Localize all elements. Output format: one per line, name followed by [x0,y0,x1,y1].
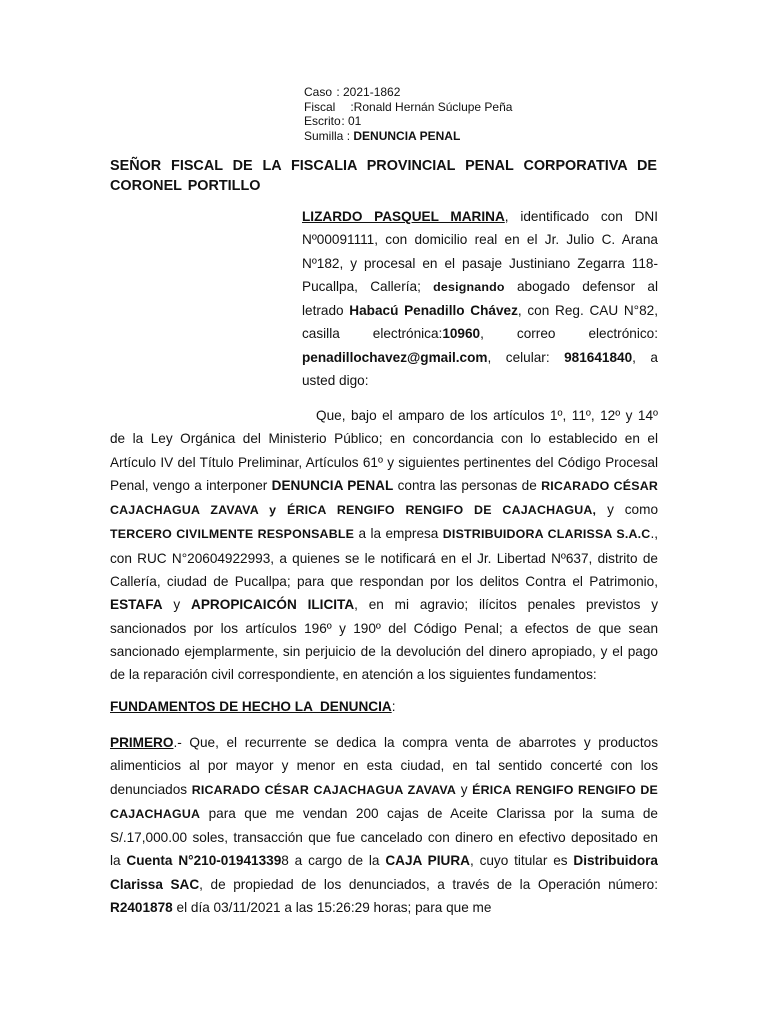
intro-text-5: , celular: [487,349,565,365]
lawyer-phone: 981641840 [564,349,633,365]
accused-names: RICARADO CÉSAR CAJACHAGUA ZAVAVA y ÉRICA RENGIFO RENGIFO DE CAJACHAGUA, [110,478,659,518]
intro-text-4: , correo electrónico: [480,326,658,342]
section-title-text: FUNDAMENTOS DE HECHO LA DENUNCIA [110,699,392,714]
fiscal-value: :Ronald Hernán Súclupe Peña [350,99,513,114]
primero-text-4: 8 a cargo de la [281,853,386,869]
accused-name-1: RICARADO CÉSAR CAJACHAGUA ZAVAVA [191,782,457,797]
fiscal-row [304,100,512,115]
main-text-3: y como [596,502,659,518]
primero-text-5: , cuyo titular es [469,853,574,869]
account-number: Cuenta N°210-01941339 [126,853,282,869]
primero-paragraph [110,731,666,919]
primero-text-1: .- Que, el recurrente se dedica la compra venta de abarrotes y productos alimenticios al por mayor y menor en esta ciudad, en tal sentido concerté con los denunciados [110,735,658,797]
denuncia-penal-text: DENUNCIA PENAL [271,477,394,493]
intro-text-1: , identificado con DNI Nº00091111, con domicilio real en el Jr. Julio C. Arana Nº182, y procesal en el pasaje Justiniano Zegarra 118-Pucallpa, Callería; [302,209,658,294]
plaintiff-name: LIZARDO PASQUEL MARINA [302,209,505,224]
main-paragraph [110,404,658,687]
sumilla-value: DENUNCIA PENAL [353,128,461,143]
sumilla-sep: : [343,128,354,143]
estafa-text: ESTAFA [110,597,163,613]
intro-text-3: , con Reg. CAU N°82, casilla electrónica: [302,303,659,342]
intro-text-2: abogado defensor al letrado [302,278,659,319]
main-text-4: a la empresa [354,526,443,542]
sumilla-label: Sumilla [304,128,344,143]
lawyer-email: penadillochavez@gmail.com [302,349,488,365]
designando-text: designando [433,279,505,294]
company-name: DISTRIBUIDORA CLARISSA S.A.C [442,527,651,542]
case-header [304,85,512,143]
escrito-value: : 01 [341,114,362,128]
primero-text-2: y [456,781,473,797]
main-text-6: y [162,597,192,613]
intro-paragraph [302,205,658,392]
sumilla-row [304,129,512,144]
primero-label: PRIMERO [110,735,174,750]
primero-text-3: para que me vendan 200 cajas de Aceite Clarissa por la suma de S/.17,000.00 soles, transacción que fue cancelado con dinero en efectivo depositado en la [110,805,666,869]
main-text-7: , en mi agravio; ilícitos penales previstos y sancionados por los artículos 196º y 190º del Código Penal; a efectos de que sean sancionado ejemplarmente, sin perjuicio de la devolución del dinero apropiado, y el pago de la reparación civil correspondiente, en atención a los siguientes fundamentos: [110,597,658,683]
fiscal-label: Fiscal [304,99,336,114]
lawyer-name: Habacú Penadillo Chávez [349,303,518,319]
section-title-colon: : [391,699,396,714]
caso-value: : 2021-1862 [336,85,401,99]
section-title [110,697,395,717]
accused-name-2: ÉRICA RENGIFO RENGIFO DE CAJACHAGUA [110,782,659,821]
caso-row [304,85,512,100]
main-text-2: contra las personas de [393,477,542,493]
bank-name: CAJA PIURA [385,853,470,869]
main-text-5: ., con RUC N°20604922993, a quienes se le notificará en el Jr. Libertad Nº637, distrito de Callería, ciudad de Pucallpa; para que respondan por los delitos Contra el Patrimonio, [110,526,658,590]
account-holder: Distribuidora Clarissa SAC [110,853,658,892]
escrito-row [304,114,512,129]
apropiacion-text: APROPICAICÓN ILICITA [191,597,355,613]
primero-text-6: , de propiedad de los denunciados, a través de la Operación número: [199,876,658,892]
intro-text-6: , a usted digo: [302,349,658,389]
addressee-heading: SEÑOR FISCAL DE LA FISCALIA PROVINCIAL PENAL CORPORATIVA DE CORONEL PORTILLO [110,158,657,194]
operation-number: R2401878 [110,900,173,916]
escrito-label: Escrito [304,114,341,128]
tercero-responsable-text: TERCERO CIVILMENTE RESPONSABLE [110,527,355,542]
main-text-1: Que, bajo el amparo de los artículos 1º, 11º, 12º y 14º de la Ley Orgánica del Ministerio Público; en concordancia con lo establecido en el Artículo IV del Título Preliminar, Artículos 61º y siguientes pertinentes del Código Procesal Penal, vengo a interponer [110,408,658,493]
primero-text-7: el día 03/11/2021 a las 15:26:29 horas; para que me [172,900,492,916]
casilla-number: 10960 [442,326,481,342]
caso-label: Caso [304,85,333,99]
